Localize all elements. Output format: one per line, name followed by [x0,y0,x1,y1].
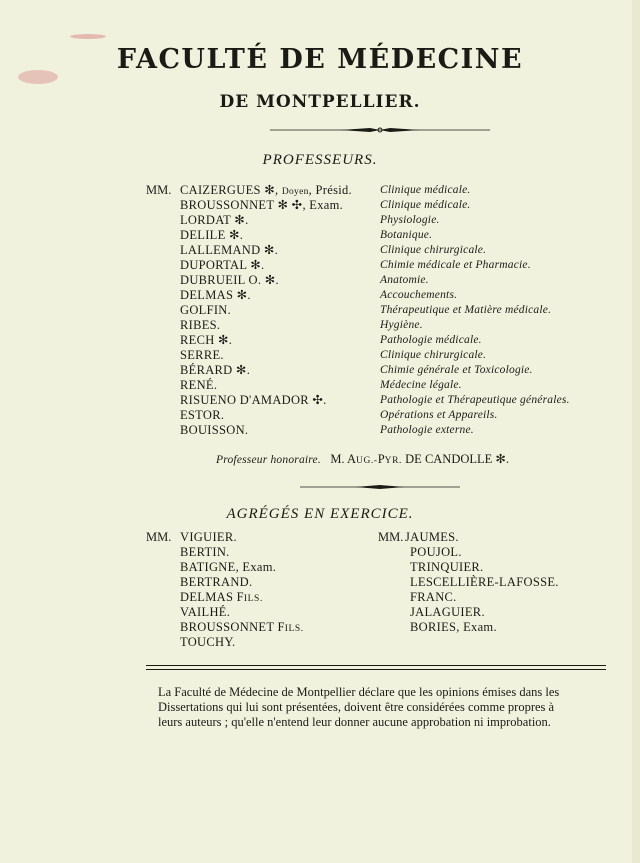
mm-prefix: MM. [146,530,172,544]
agrege-name: JAUMES. [405,530,459,544]
professeurs-chairs [380,183,570,438]
page-edge [632,0,640,863]
chair-title: Clinique chirurgicale. [380,244,487,256]
chair-title: Clinique médicale. [380,199,471,211]
honorary-professor: Professeur honoraire. M. AUG.-PYR. DE CANDOLLE ✻. [216,452,510,466]
chair-title: Accouchements. [380,289,458,301]
professor-name: RIBES. [180,318,221,332]
professeurs-names [180,183,352,438]
agrege-name: VIGUIER. [180,530,237,544]
agrege-name: TRINQUIER. [410,560,484,574]
agrege-name: BERTIN. [180,545,230,559]
agreges-right-column [405,530,559,635]
agrege-name: TOUCHY. [180,635,236,649]
chair-title: Chimie générale et Toxicologie. [380,364,533,376]
professor-name: LORDAT ✻. [180,213,249,227]
agrege-name: POUJOL. [410,545,462,559]
agrege-name: BORIES, Exam. [410,620,497,634]
chair-title: Anatomie. [380,274,429,286]
professor-name: BOUISSON. [180,423,249,437]
ink-smudge [70,34,106,39]
professor-name: DELILE ✻. [180,228,244,242]
chair-title: Thérapeutique et Matière médicale. [380,304,552,316]
professor-name: LALLEMAND ✻. [180,243,279,257]
chair-title: Médecine légale. [380,379,462,391]
small-ornamental-rule [300,483,460,491]
honorary-label: Professeur honoraire. [216,454,321,466]
mm-prefix: MM. [146,183,172,197]
professor-name: RECH ✻. [180,333,233,347]
page-subtitle: DE MONTPELLIER. [219,92,421,112]
agrege-name: BERTRAND. [180,575,253,589]
chair-title: Pathologie et Thérapeutique générales. [380,394,570,406]
agrege-name: DELMAS FILS. [180,590,263,604]
agreges-left-column [180,530,304,650]
professeurs-heading: PROFESSEURS. [262,152,378,168]
chair-title: Physiologie. [380,214,440,226]
professor-name: BÉRARD ✻. [180,363,251,377]
divider [146,669,606,670]
professor-name: DUPORTAL ✻. [180,258,265,272]
disclaimer: La Faculté de Médecine de Montpellier déclare que les opinions émises dans les Dissertations qui lui sont présentées, doivent être considérées comme propres à leurs auteurs ; qu'elle n'entend leur donner aucune approbation ni improbation. [158,685,560,729]
agrege-name: BATIGNE, Exam. [180,560,277,574]
professor-name: CAIZERGUES ✻, Doyen, Présid. [180,183,352,197]
professor-name: BROUSSONNET ✻ ✣, Exam. [180,198,344,212]
chair-title: Hygiène. [380,319,423,331]
agrege-name: FRANC. [410,590,457,604]
professor-name: DELMAS ✻. [180,288,251,302]
divider [146,665,606,666]
chair-title: Pathologie médicale. [380,334,482,346]
professor-name: SERRE. [180,348,224,362]
page-title: FACULTÉ DE MÉDECINE [116,44,524,75]
professor-name: ESTOR. [180,408,225,422]
agrege-name: BROUSSONNET FILS. [180,620,304,634]
chair-title: Botanique. [380,229,433,241]
agrege-name: LESCELLIÈRE-LAFOSSE. [410,575,559,589]
mm-prefix: MM. [378,530,404,544]
professor-name: GOLFIN. [180,303,232,317]
agrege-name: VAILHÉ. [180,605,231,619]
chair-title: Opérations et Appareils. [380,409,498,421]
ornamental-rule [270,126,490,134]
agrege-name: JALAGUIER. [410,605,485,619]
professor-name: RISUENO D'AMADOR ✣. [180,393,327,407]
professor-name: DUBRUEIL O. ✻. [180,273,279,287]
chair-title: Chimie médicale et Pharmacie. [380,259,531,271]
chair-title: Clinique chirurgicale. [380,349,487,361]
honorary-name: DE CANDOLLE ✻. [405,452,510,466]
chair-title: Pathologie externe. [380,424,474,436]
chair-title: Clinique médicale. [380,184,471,196]
agreges-heading: AGRÉGÉS EN EXERCICE. [226,506,414,522]
professor-name: RENÉ. [180,378,218,392]
